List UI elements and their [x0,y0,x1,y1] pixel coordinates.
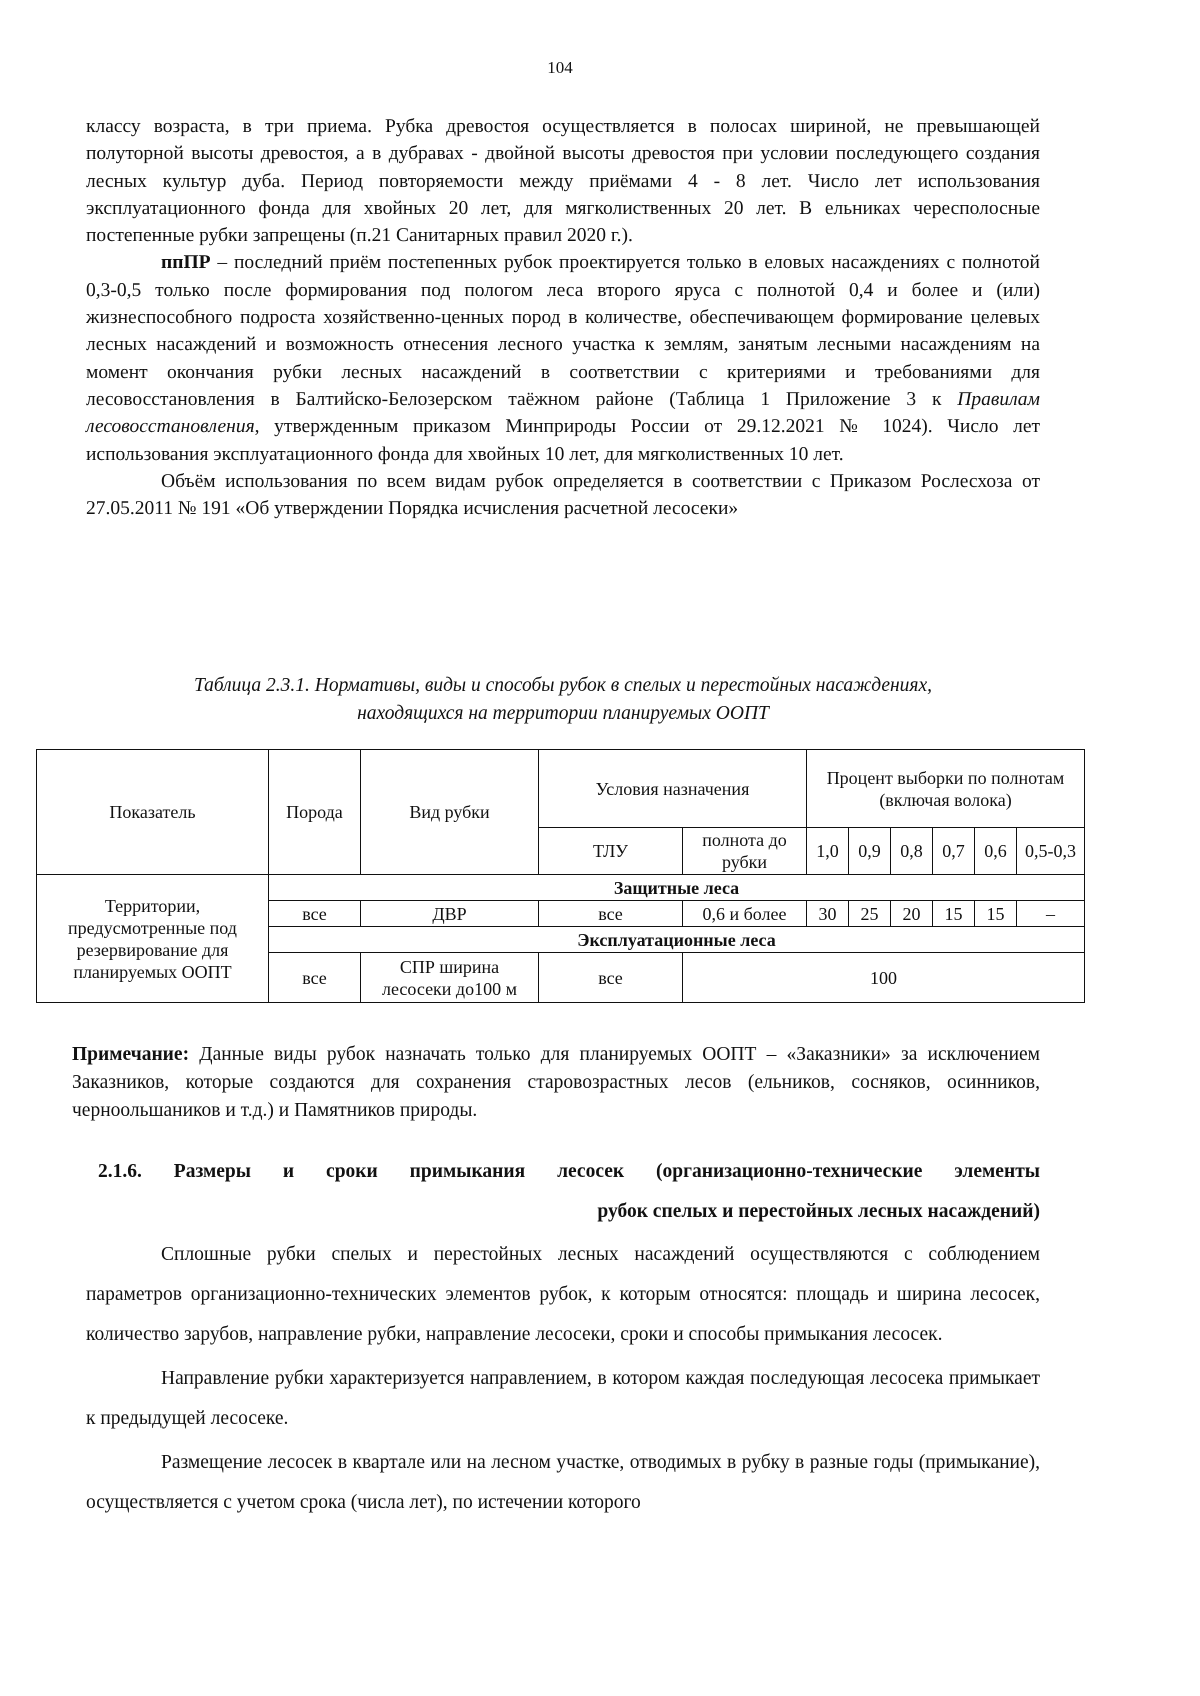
cell-percent: 100 [683,953,1085,1003]
section-heading-line2: рубок спелых и перестойных лесных насаждений) [597,1201,1040,1222]
header-d10: 1,0 [807,828,849,875]
cell-v10: 30 [807,901,849,927]
header-tlu: ТЛУ [539,828,683,875]
header-d07: 0,7 [933,828,975,875]
section-protective-forests: Защитные леса [269,875,1085,901]
header-d09: 0,9 [849,828,891,875]
cell-v08: 20 [891,901,933,927]
cell-tlu: все [539,953,683,1003]
cell-species: все [269,901,361,927]
ppr-term: ппПР [161,252,211,274]
paragraph-clear-cuts: Сплошные рубки спелых и перестойных лесных насаждений осуществляются с соблюдением параметров организационно-технических элементов рубок, к которым относятся: площадь и ширина лесосек, количество зарубов, направление рубки, направление лесосеки, сроки и способы примыкания лесосек. [86,1244,1040,1345]
header-d08: 0,8 [891,828,933,875]
paragraph-ppr [86,249,1040,467]
text-block-top [86,113,1040,522]
cell-v06: 15 [975,901,1017,927]
note-label: Примечание: [72,1044,190,1065]
cell-v07: 15 [933,901,975,927]
section-heading-line1: 2.1.6. Размеры и сроки примыкания лесосек (организационно-технические элементы [98,1161,1040,1182]
paragraph-cutting-stages: классу возраста, в три приема. Рубка древостоя осуществляется в полосах шириной, не превышающей полуторной высоты древостоя, а в дубравах - двойной высоты древостоя при условии последующего создания лесных культур дуба. Период повторяемости между приёмами 4 - 8 лет. Число лет использования эксплуатационного фонда для хвойных 20 лет, для мягколиственных 20 лет. В ельниках чересполосные постепенные рубки запрещены (п.21 Санитарных правил 2020 г.). [86,116,1040,247]
paragraph-placement: Размещение лесосек в квартале или на лесном участке, отводимых в рубку в разные годы (примыкание), осуществляется с учетом срока (числа лет), по истечении которого [86,1452,1040,1513]
page-number: 104 [547,58,573,77]
norms-table [36,749,1085,1003]
paragraph-cut-direction: Направление рубки характеризуется направлением, в котором каждая последующая лесосека примыкает к предыдущей лесосеке. [86,1368,1040,1429]
header-d05: 0,5-0,3 [1017,828,1085,875]
section-heading [86,1152,1040,1232]
header-percent: Процент выборки по полнотам (включая волока) [807,750,1085,828]
cell-tlu: все [539,901,683,927]
cell-density: 0,6 и более [683,901,807,927]
header-density: полнота до рубки [683,828,807,875]
section-exploitation-forests: Эксплуатационные леса [269,927,1085,953]
header-cut-type: Вид рубки [361,750,539,875]
cell-v05: – [1017,901,1085,927]
header-d06: 0,6 [975,828,1017,875]
ppr-text-2: , утвержденным приказом Минприроды России от 29.12.2021 № 1024). Число лет использования эксплуатационного фонда для хвойных 10 лет, для мягколиственных 10 лет. [86,416,1040,465]
row-label-territories: Территории, предусмотренные под резервирование для планируемых ООПТ [37,875,269,1003]
paragraph-volume: Объём использования по всем видам рубок определяется в соответствии с Приказом Рослесхоза от 27.05.2011 № 191 «Об утверждении Порядка исчисления расчетной лесосеки» [86,470,1040,520]
table-caption-line2: находящихся на территории планируемых ООПТ [357,703,769,724]
text-block-bottom [86,1235,1040,1523]
table-caption [86,672,1040,728]
ppr-italic-rules: Правилам лесовосстановления [86,388,1040,438]
cell-species: все [269,953,361,1003]
ppr-text-1: – последний приём постепенных рубок проектируется только в еловых насаждениях с полнотой 0,3-0,5 только после формирования под пологом леса второго яруса с полнотой 0,4 и более и (или) жизнеспособного подроста хозяйственно-ценных пород в количестве, обеспечивающем формирование целевых лесных насаждений и возможность отнесения лесного участка к землям, занятым лесными насаждениям на момент окончания рубки лесных насаждений в соответствии с критериями и требованиями для лесовосстановления в Балтийско-Белозерском таёжном районе (Таблица 1 Приложение 3 к [86,252,1040,410]
cell-v09: 25 [849,901,891,927]
header-indicator: Показатель [37,750,269,875]
note-text: Данные виды рубок назначать только для планируемых ООПТ – «Заказники» за исключением Заказников, которые создаются для сохранения старовозрастных лесов (ельников, сосняков, осинников, черноольшаников и т.д.) и Памятников природы. [72,1044,1040,1121]
note [72,1041,1040,1125]
cell-cut-type: СПР ширина лесосеки до100 м [361,953,539,1003]
header-species: Порода [269,750,361,875]
header-conditions: Условия назначения [539,750,807,828]
cell-cut-type: ДВР [361,901,539,927]
table-caption-line1: Таблица 2.3.1. Нормативы, виды и способы рубок в спелых и перестойных насаждениях, [193,675,933,696]
